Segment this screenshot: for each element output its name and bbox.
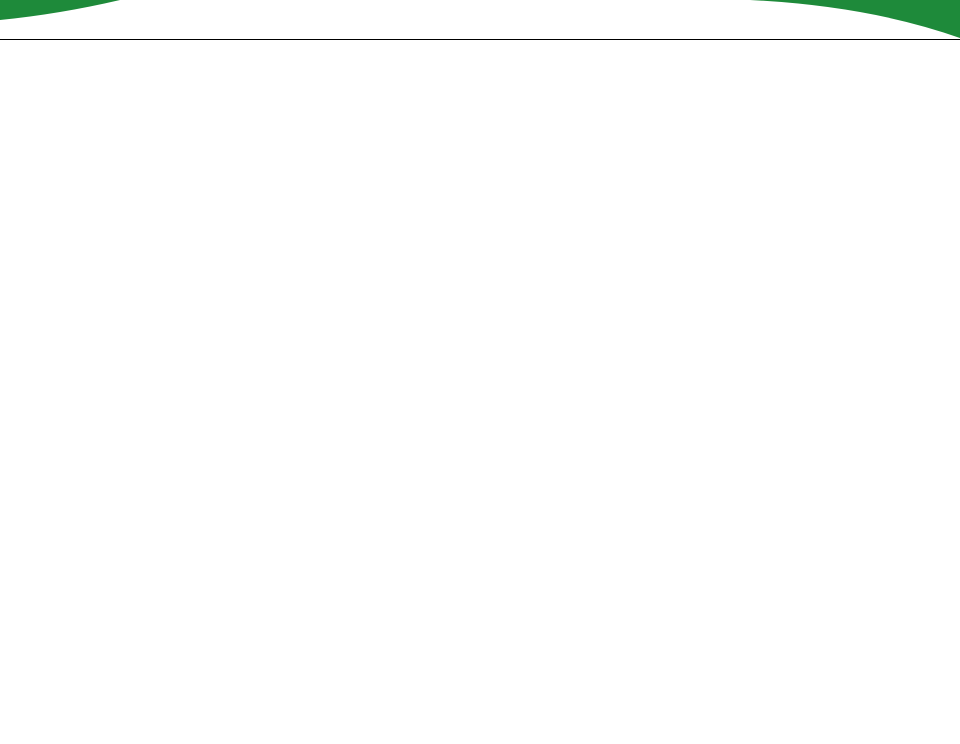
- green-swoosh-left: [0, 0, 120, 20]
- events-grid: [0, 39, 960, 720]
- green-swoosh-right: [750, 0, 960, 38]
